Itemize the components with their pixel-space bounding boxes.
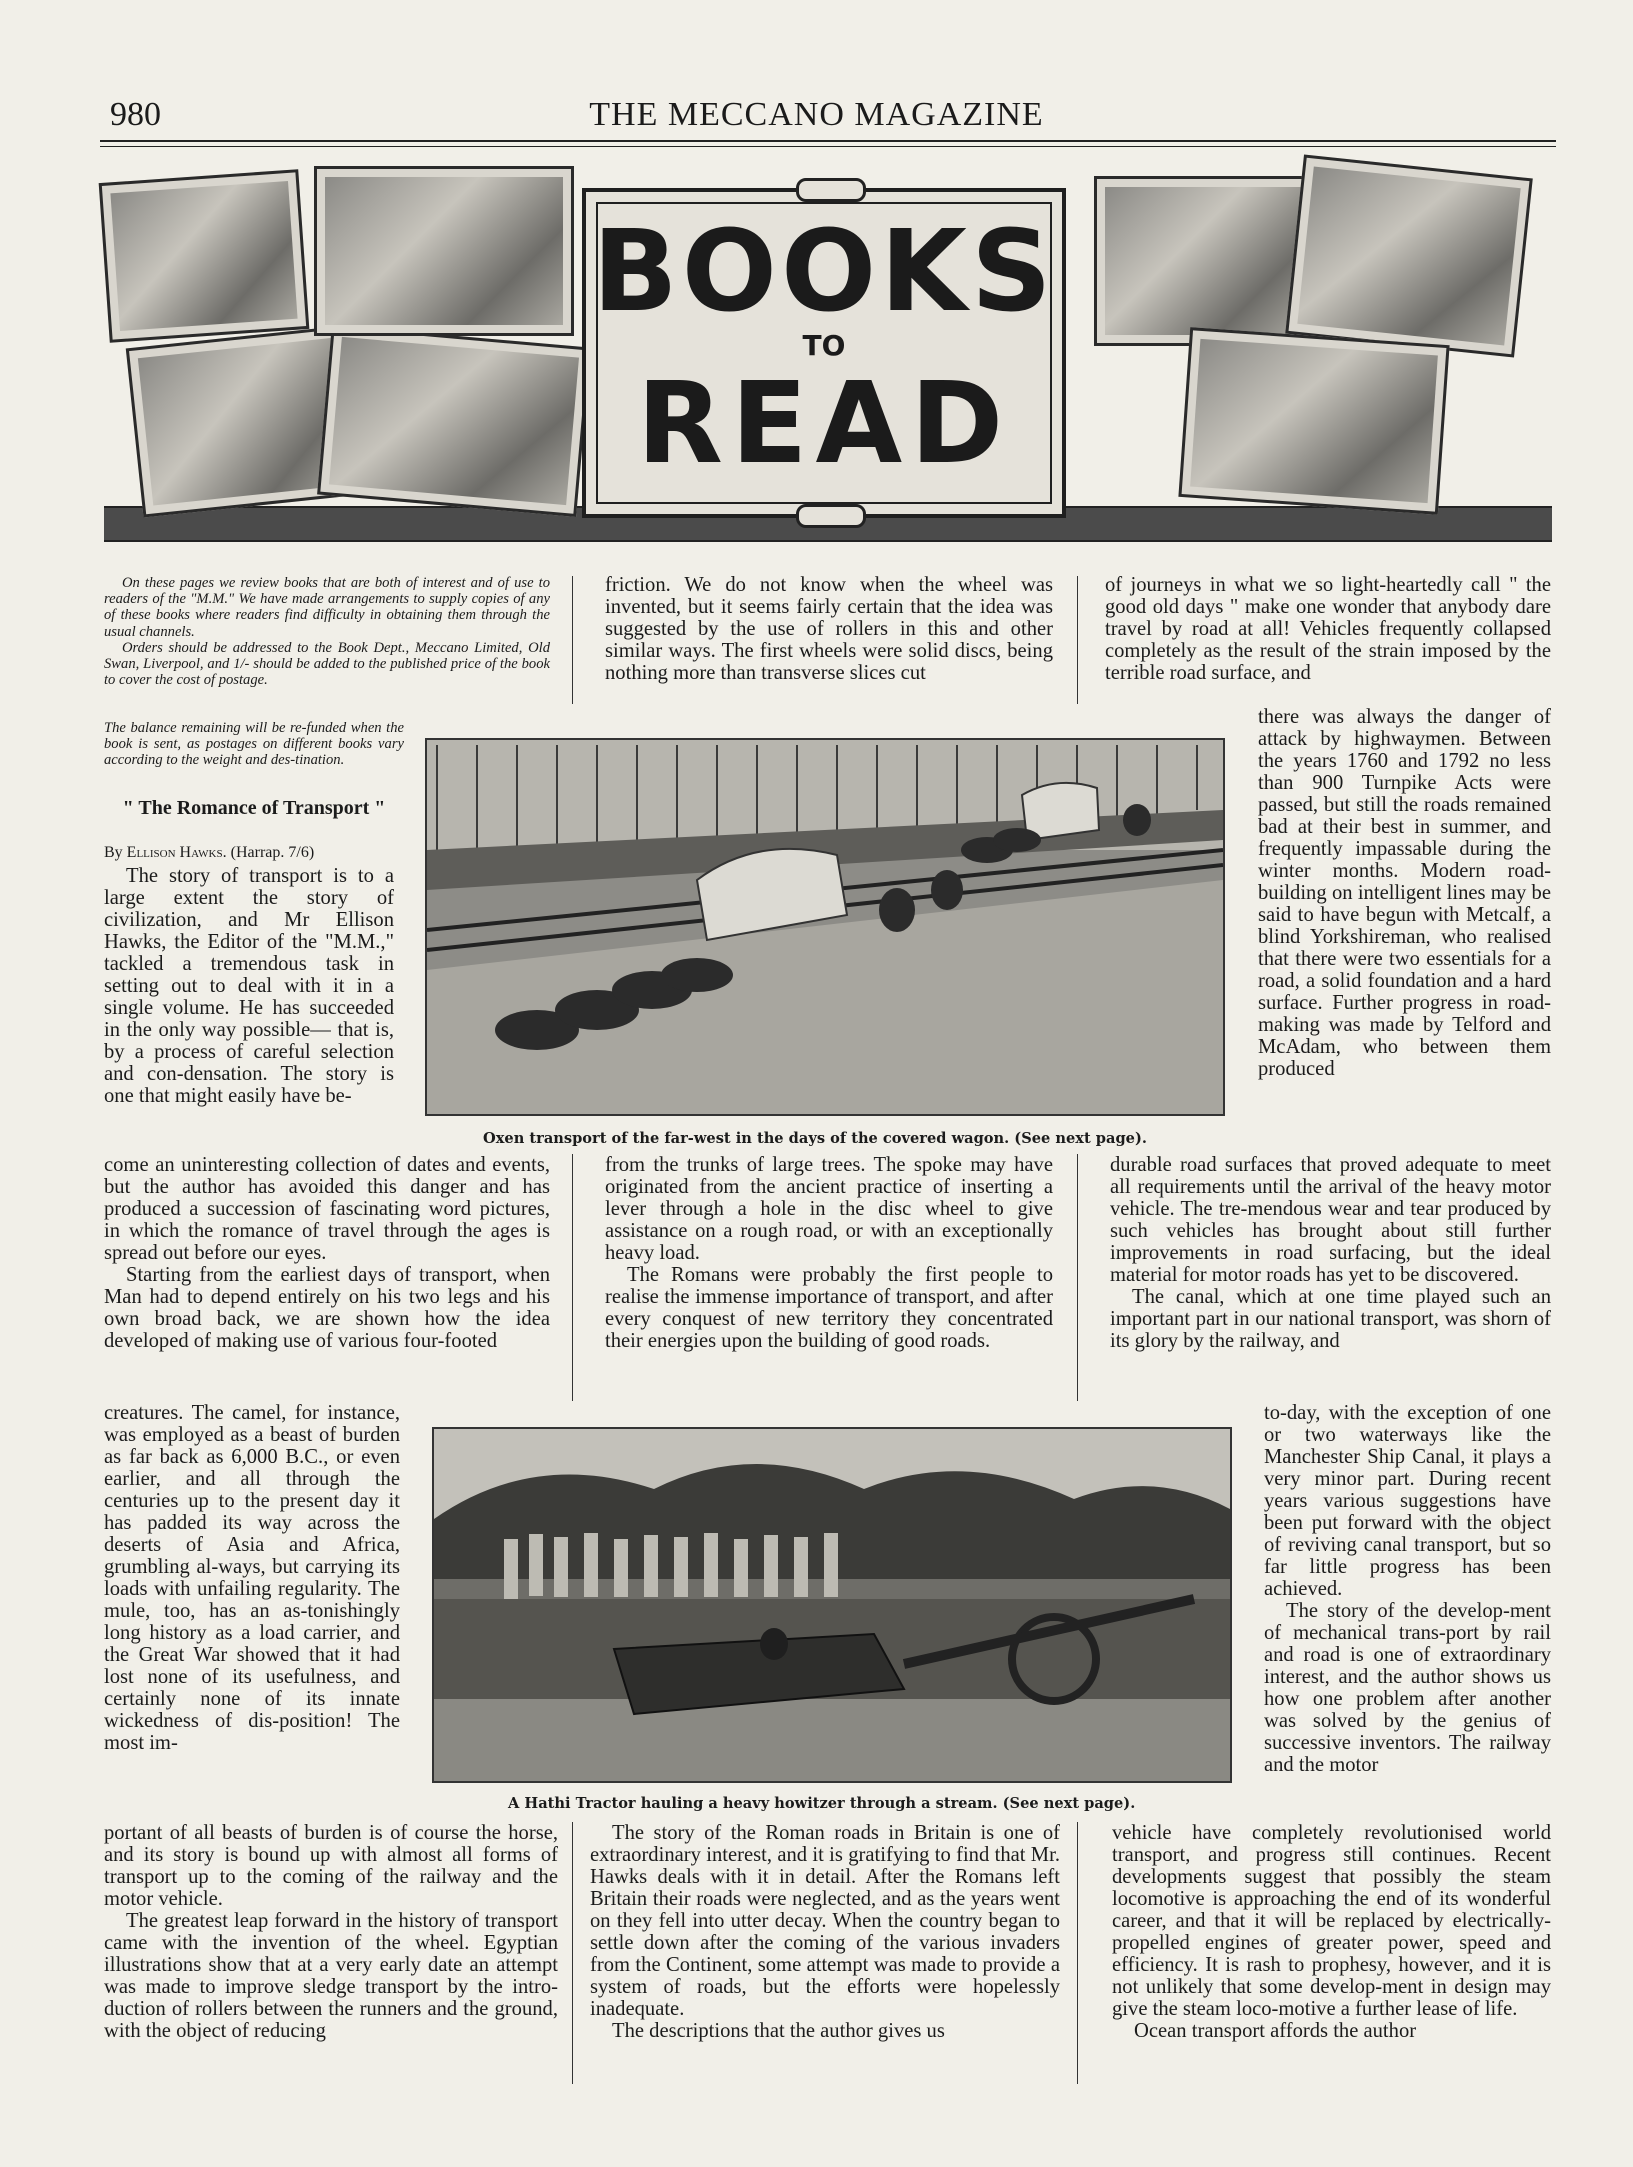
column-rule <box>572 576 573 704</box>
col3-wide-block-1 <box>1110 1154 1551 1352</box>
photo-oxen-covered-wagon <box>425 738 1225 1116</box>
col1-narrow-block-1 <box>104 865 394 1107</box>
paragraph: Ocean transport affords the author <box>1134 2020 1417 2042</box>
books-to-read-banner <box>104 166 1552 540</box>
byline-publisher: (Harrap. 7/6) <box>230 844 315 861</box>
paragraph: of journeys in what we so light-heartedly call " the good old days " make one wonder that anybody dare travel by road at all! Vehicles frequently collapsed completely as the result of the strain imposed by the terrible road surface, and <box>1105 574 1551 684</box>
column-rule <box>572 1154 573 1401</box>
photo-hathi-tractor <box>432 1427 1232 1783</box>
paragraph: The descriptions that the author gives us <box>612 2020 945 2042</box>
book-illustration-skier <box>1285 154 1533 357</box>
photo-tractor-illustration <box>434 1429 1230 1781</box>
col3-top-block <box>1105 574 1551 684</box>
book-illustration-elephant <box>1094 176 1314 346</box>
intro-notice <box>104 575 550 688</box>
paragraph: from the trunks of large trees. The spoke may have originated from the ancient practice of inserting a lever through a hole in the disc wheel to give assistance on a rough road, or with an exceptionally heavy load. <box>605 1154 1053 1264</box>
paragraph: The story of the Roman roads in Britain is one of extraordinary interest, and it is gratifying to find that Mr. Hawks deals with it in detail. After the Romans left Britain their roads were neglected, and as the years went on they fell into utter decay. When the country began to settle down after the coming of the various invaders from the Continent, some attempt was made to provide a system of roads, but the efforts were hopelessly inadequate. <box>590 1822 1060 2020</box>
book-illustration-warriors <box>314 166 574 336</box>
byline-author: Ellison Hawks. <box>126 844 227 861</box>
paragraph: vehicle have completely revolutionised world transport, and progress still continues. Recent developments suggest that possibly the steam locomotive is approaching the end of its wonderful career, and that it will be replaced by electrically-propelled engines of greater power, speed and efficiency. It is rash to prophesy, however, and it is not unlikely that some develop-ment in design may give the steam loco-motive a further lease of life. <box>1112 1822 1551 2020</box>
photo2-caption: A Hathi Tractor hauling a heavy howitzer through a stream. (See next page). <box>508 1795 1136 1812</box>
intro-paragraph-1: On these pages we review books that are both of interest and of use to readers of the "M.M." We have made arrangements to supply copies of any of these books where readers find difficulty in obtaining them through the usual channels. <box>104 575 550 640</box>
banner-title-card <box>582 188 1066 518</box>
photo1-caption: Oxen transport of the far-west in the days of the covered wagon. (See next page). <box>483 1130 1147 1147</box>
paragraph: creatures. The camel, for instance, was employed as a beast of burden as far back as 6,000 B.C., or even earlier, and all through the centuries up to the present day it has padded its way across the deserts of Asia and Africa, grumbling al-ways, but carrying its loads with unfailing regularity. The mule, too, has an as-tonishingly long history as a load carrier, and the Great War showed that it had lost none of its usefulness, and certainly none of its innate wickedness of dis-position! The most im- <box>104 1402 400 1754</box>
column-rule <box>1077 1822 1078 2084</box>
column-rule <box>572 1822 573 2084</box>
paragraph: The canal, which at one time played such an important part in our national transport, was shorn of its glory by the railway, and <box>1110 1286 1551 1352</box>
col1-narrow-block-2 <box>104 1402 400 1754</box>
scroll-ornament-bottom <box>796 504 866 528</box>
column-rule <box>1077 576 1078 704</box>
byline-prefix: By <box>104 844 123 861</box>
header-rule <box>100 140 1556 142</box>
banner-word-read: READ <box>636 359 1012 489</box>
review-byline <box>104 843 404 863</box>
review-title: " The Romance of Transport " <box>122 797 386 819</box>
col2-bottom-block <box>590 1822 1060 2042</box>
col1-wide-block-2 <box>104 1822 558 2042</box>
page-number: 980 <box>110 96 161 133</box>
col3-narrow-block-1 <box>1258 706 1551 1080</box>
column-rule <box>1077 1154 1078 1401</box>
intro-paragraph-2: Orders should be addressed to the Book Dept., Meccano Limited, Old Swan, Liverpool, and 1/- should be added to the published price of the book to cover the cost of postage. <box>104 639 550 689</box>
paragraph: The Romans were probably the first people to realise the immense importance of transport, and after every conquest of new territory they concentrated their energies upon the building of good roads. <box>605 1264 1053 1352</box>
paragraph: The greatest leap forward in the history of transport came with the invention of the wheel. Egyptian illustrations show that at a very early date an attempt was made to improve sledge transport by the intro-duction of rollers between the runners and the ground, with the object of reducing <box>104 1910 558 2042</box>
paragraph: friction. We do not know when the wheel was invented, but it seems fairly certain that the idea was suggested by the use of rollers in this and other similar ways. The first wheels were solid discs, being nothing more than transverse slices cut <box>605 574 1053 684</box>
paragraph: The story of transport is to a large extent the story of civilization, and Mr Ellison Hawks, the Editor of the "M.M.," tackled a tremendous task in setting out to deal with it in a single volume. He has succeeded in the only way possible— that is, by a process of careful selection and con-densation. The story is one that might easily have be- <box>104 865 394 1107</box>
scroll-ornament <box>796 178 866 202</box>
col3-wide-block-2 <box>1112 1822 1551 2042</box>
col2-middle-block <box>605 1154 1053 1352</box>
col3-narrow-block-2 <box>1264 1402 1551 1776</box>
photo-oxen-illustration <box>427 740 1223 1114</box>
paragraph: The story of the develop-ment of mechanical trans-port by rail and road is one of extraordinary interest, and the author shows us how one problem after another was solved by the genius of successive inventors. The railway and the motor <box>1264 1600 1551 1776</box>
intro-paragraph-3: The balance remaining will be re-funded when the book is sent, as postages on different books vary according to the weight and des-tination. <box>104 719 404 768</box>
book-illustration-football <box>99 169 310 343</box>
intro-notice-continued <box>104 705 404 783</box>
paragraph: come an uninteresting collection of dates and events, but the author has avoided this danger and has produced a succession of fascinating word pictures, in which the romance of travel through the ages is spread out before our eyes. <box>104 1154 550 1264</box>
paragraph: to-day, with the exception of one or two waterways like the Manchester Ship Canal, it plays a very minor part. During recent years various suggestions have been put forward with the object of reviving canal transport, but so far little progress has been achieved. <box>1264 1402 1551 1600</box>
header-rule-thin <box>100 146 1556 147</box>
book-illustration-locomotive <box>317 325 591 517</box>
paragraph: durable road surfaces that proved adequate to meet all requirements until the arrival of the heavy motor vehicle. The tre-mendous wear and tear produced by such vehicles has brought about still further improvements in road surfacing, but the ideal material for motor roads has yet to be discovered. <box>1110 1154 1551 1286</box>
col2-top-block <box>605 574 1053 684</box>
magazine-title: THE MECCANO MAGAZINE <box>589 96 1044 133</box>
banner-word-books: BOOKS <box>592 207 1056 337</box>
col1-wide-block-1 <box>104 1154 550 1352</box>
book-illustration-aeroplane <box>1178 327 1449 515</box>
paragraph: portant of all beasts of burden is of course the horse, and its story is bound up with almost all forms of transport up to the coming of the railway and the motor vehicle. <box>104 1822 558 1910</box>
paragraph: there was always the danger of attack by highwaymen. Between the years 1760 and 1792 no less than 900 Turnpike Acts were passed, but still the roads remained bad at their best in summer, and frequently impassable during the winter months. Modern road-building on intelligent lines may be said to have begun with Metcalf, a blind Yorkshireman, who realised that there were two essentials for a road, a solid foundation and a hard surface. Further progress in road-making was made by Telford and McAdam, who between them produced <box>1258 706 1551 1080</box>
banner-word-to: TO <box>802 329 846 362</box>
paragraph: Starting from the earliest days of transport, when Man had to depend entirely on his two legs and his own broad back, we are shown how the idea developed of making use of various four-footed <box>104 1264 550 1352</box>
